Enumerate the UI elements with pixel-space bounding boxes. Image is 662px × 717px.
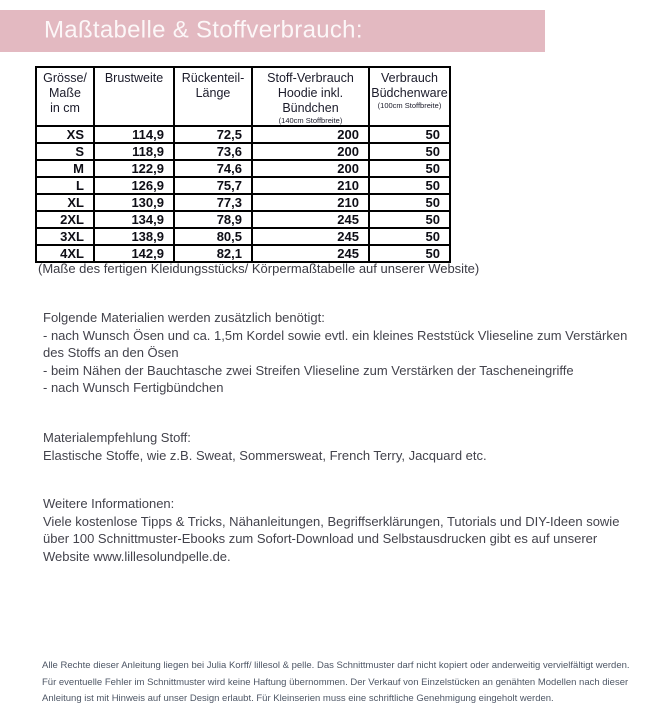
- stoffverbrauch-cell: 210: [252, 194, 369, 211]
- section-heading: Materialempfehlung Stoff:: [43, 430, 191, 445]
- stoffverbrauch-cell: 245: [252, 245, 369, 262]
- section-fabric-recommendation: [43, 429, 487, 464]
- table-row: [36, 211, 450, 228]
- size-cell: 2XL: [36, 211, 94, 228]
- rueckenteil-cell: 78,9: [174, 211, 252, 228]
- header-line: Maße: [49, 86, 81, 100]
- header-subnote: (100cm Stoffbreite): [377, 101, 442, 110]
- brustweite-cell: 134,9: [94, 211, 174, 228]
- header-line: Stoff-Verbrauch: [267, 71, 354, 85]
- text-line: - nach Wunsch Fertigbündchen: [43, 380, 224, 396]
- stoffverbrauch-cell: 200: [252, 143, 369, 160]
- col-header-rueckenteil-laenge: [174, 67, 252, 126]
- text-line: über 100 Schnittmuster-Ebooks zum Sofort-Download und Selbstausdrucken gibt es auf unserer: [43, 531, 598, 547]
- buendchen-cell: 50: [369, 228, 450, 245]
- size-cell: 4XL: [36, 245, 94, 262]
- size-cell: M: [36, 160, 94, 177]
- brustweite-cell: 118,9: [94, 143, 174, 160]
- text-line: des Stoffs an den Ösen: [43, 345, 179, 361]
- brustweite-cell: 142,9: [94, 245, 174, 262]
- brustweite-cell: 138,9: [94, 228, 174, 245]
- buendchen-cell: 50: [369, 245, 450, 262]
- buendchen-cell: 50: [369, 211, 450, 228]
- stoffverbrauch-cell: 245: [252, 228, 369, 245]
- header-line: Büdchenware: [371, 86, 448, 100]
- header-line: Brustweite: [104, 71, 164, 85]
- header-line: Grösse/: [43, 71, 87, 85]
- header-line: Verbrauch: [381, 71, 438, 85]
- header-line: Hoodie inkl. Bündchen: [277, 86, 344, 115]
- brustweite-cell: 130,9: [94, 194, 174, 211]
- buendchen-cell: 50: [369, 126, 450, 143]
- table-row: [36, 245, 450, 262]
- col-header-size: [36, 67, 94, 126]
- rueckenteil-cell: 74,6: [174, 160, 252, 177]
- brustweite-cell: 122,9: [94, 160, 174, 177]
- table-row: [36, 143, 450, 160]
- section-further-information: [43, 495, 619, 565]
- col-header-buendchenware: [369, 67, 450, 126]
- brustweite-cell: 126,9: [94, 177, 174, 194]
- size-cell: 3XL: [36, 228, 94, 245]
- stoffverbrauch-cell: 210: [252, 177, 369, 194]
- text-line: - beim Nähen der Bauchtasche zwei Streifen Vlieseline zum Verstärken der Tascheneingriffe: [43, 362, 574, 378]
- footer-line: Anleitung ist mit Hinweis auf unser Design erlaubt. Für Kleinserien muss eine schriftliche Genehmigung eingeholt werden.: [42, 693, 554, 705]
- copyright-footer: [42, 658, 630, 708]
- buendchen-cell: 50: [369, 143, 450, 160]
- table-header-row: [36, 67, 450, 126]
- table-caption: (Maße des fertigen Kleidungsstücks/ Körpermaßtabelle auf unserer Website): [38, 261, 480, 276]
- rueckenteil-cell: 77,3: [174, 194, 252, 211]
- col-header-stoffverbrauch: [252, 67, 369, 126]
- rueckenteil-cell: 75,7: [174, 177, 252, 194]
- rueckenteil-cell: 80,5: [174, 228, 252, 245]
- text-line: Website www.lillesolundpelle.de.: [43, 548, 231, 564]
- buendchen-cell: 50: [369, 177, 450, 194]
- footer-line: Für eventuelle Fehler im Schnittmuster wird keine Haftung übernommen. Der Verkauf von Einzelstücken an genähten Modellen nach dieser: [42, 676, 629, 688]
- table-row: [36, 126, 450, 143]
- section-materials: [43, 309, 627, 397]
- rueckenteil-cell: 73,6: [174, 143, 252, 160]
- buendchen-cell: 50: [369, 160, 450, 177]
- brustweite-cell: 114,9: [94, 126, 174, 143]
- title-banner: [0, 10, 545, 52]
- size-cell: XS: [36, 126, 94, 143]
- header-line: in cm: [50, 101, 80, 115]
- size-cell: L: [36, 177, 94, 194]
- footer-line: Alle Rechte dieser Anleitung liegen bei Julia Korff/ lillesol & pelle. Das Schnittmuster darf nicht kopiert oder anderweitig vervielfältigt werden.: [42, 660, 630, 671]
- stoffverbrauch-cell: 200: [252, 160, 369, 177]
- size-cell: S: [36, 143, 94, 160]
- table-row: [36, 194, 450, 211]
- size-cell: XL: [36, 194, 94, 211]
- text-line: Viele kostenlose Tipps & Tricks, Nähanleitungen, Begriffserklärungen, Tutorials und DIY-Ideen sowie: [43, 513, 620, 529]
- size-table: [35, 66, 451, 263]
- header-line: Länge: [195, 86, 231, 100]
- table-row: [36, 228, 450, 245]
- buendchen-cell: 50: [369, 194, 450, 211]
- header-subnote: (140cm Stoffbreite): [278, 116, 343, 125]
- header-line: Rückenteil-: [181, 71, 245, 85]
- rueckenteil-cell: 72,5: [174, 126, 252, 143]
- page-title: Maßtabelle & Stoffverbrauch:: [44, 16, 363, 44]
- text-line: Elastische Stoffe, wie z.B. Sweat, Sommersweat, French Terry, Jacquard etc.: [43, 447, 487, 463]
- stoffverbrauch-cell: 245: [252, 211, 369, 228]
- rueckenteil-cell: 82,1: [174, 245, 252, 262]
- stoffverbrauch-cell: 200: [252, 126, 369, 143]
- section-heading: Weitere Informationen:: [43, 496, 175, 511]
- col-header-brustweite: [94, 67, 174, 126]
- section-heading: Folgende Materialien werden zusätzlich benötigt:: [43, 310, 325, 325]
- table-row: [36, 160, 450, 177]
- text-line: - nach Wunsch Ösen und ca. 1,5m Kordel sowie evtl. ein kleines Reststück Vlieseline zum Verstärken: [43, 327, 628, 343]
- table-row: [36, 177, 450, 194]
